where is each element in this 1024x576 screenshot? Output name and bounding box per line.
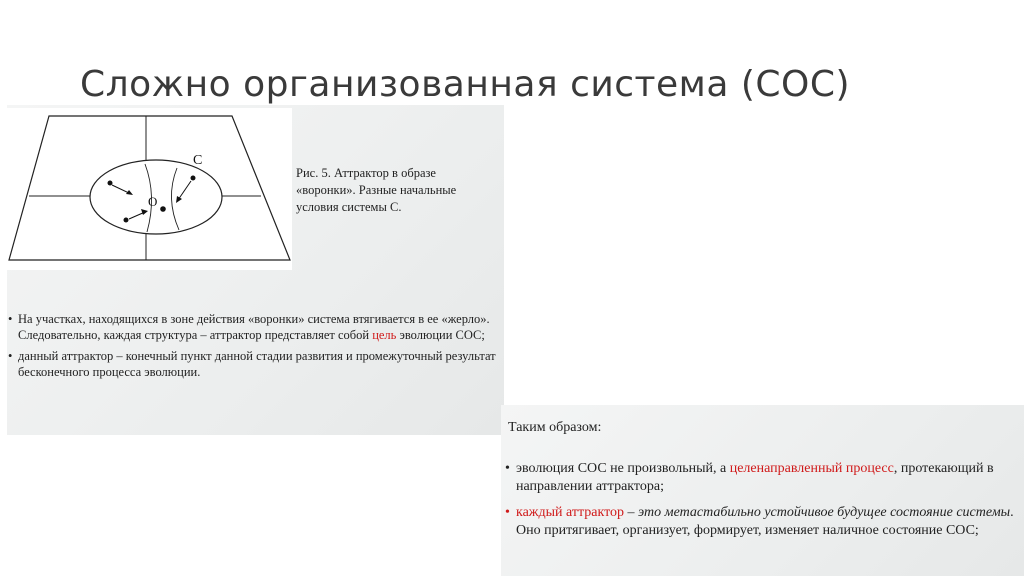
slide-title: Сложно организованная система (СОС) — [80, 64, 851, 105]
list-item — [8, 348, 498, 380]
initial-point — [108, 181, 113, 186]
bullet-text: данный аттрактор – конечный пункт данной стадии развития и промежуточный результат бесконечного процесса эволюции. — [18, 349, 496, 379]
bullet-text: На участках, находящихся в зоне действия «воронки» система втягивается в ее «жерло». Следовательно, каждая структура – аттрактор представляет собой — [18, 312, 490, 342]
funnel-svg — [7, 108, 292, 270]
bullet-text: эволюции СОС; — [396, 328, 485, 342]
initial-point — [124, 218, 129, 223]
bullet-symbol: • — [505, 461, 510, 476]
highlight-purposeful: целенаправленный процесс — [729, 461, 894, 476]
attractor-funnel-diagram — [7, 108, 292, 270]
highlight-attractor: каждый аттрактор — [516, 505, 625, 520]
label-o: О — [148, 194, 158, 209]
list-item — [505, 460, 1015, 496]
left-bullet-list — [8, 311, 498, 385]
caption-line: «воронки». Разные начальные — [296, 183, 457, 197]
list-item — [505, 504, 1015, 540]
bullet-symbol: • — [505, 505, 510, 520]
figure-caption — [296, 165, 496, 216]
right-bullet-list — [505, 460, 1015, 548]
conclusion-heading: Таким образом: — [508, 420, 602, 435]
caption-line: условия системы С. — [296, 200, 402, 214]
bullet-text: , протекающий в направлении аттрактора; — [516, 461, 994, 494]
attractor-point — [160, 206, 166, 212]
caption-line: Рис. 5. Аттрактор в образе — [296, 166, 436, 180]
bullet-text: эволюция СОС не произвольный, а — [516, 461, 730, 476]
highlight-goal: цель — [372, 328, 397, 342]
bullet-text-italic: – это метастабильно устойчивое будущее состояние системы — [624, 505, 1011, 520]
bullet-symbol: • — [8, 312, 13, 326]
initial-point — [191, 176, 196, 181]
bullet-symbol: • — [8, 349, 13, 363]
bullet-text: . Оно притягивает, организует, формирует, изменяет наличное состояние СОС; — [516, 505, 1014, 538]
label-c: С — [193, 153, 203, 168]
list-item — [8, 311, 498, 343]
